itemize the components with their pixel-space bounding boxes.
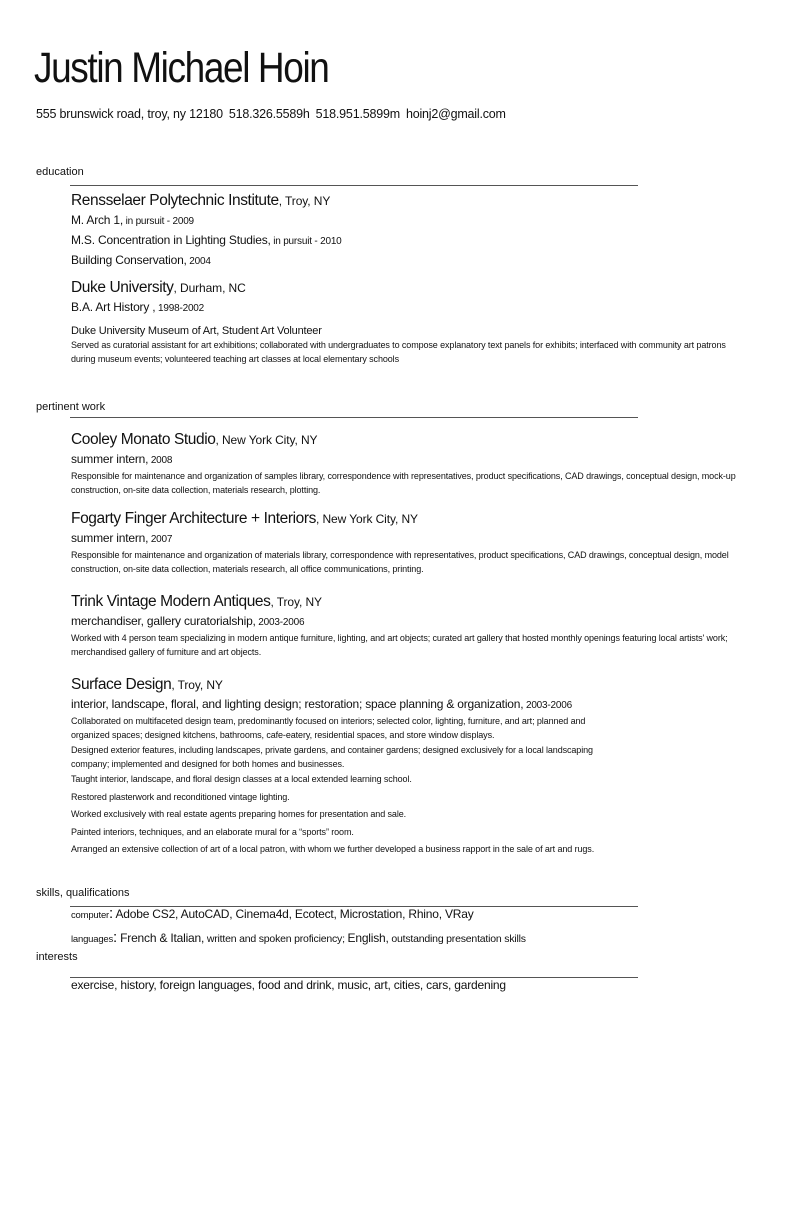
section-label-work: pertinent work: [36, 401, 106, 413]
school-name: Rensselaer Polytechnic Institute: [71, 192, 279, 209]
degree-title: M.S. Concentration in Lighting Studies,: [71, 233, 271, 247]
volunteer-title: Duke University Museum of Art, Student Art Volunteer: [71, 325, 322, 337]
job-org: Cooley Monato Studio: [71, 431, 216, 448]
skill-key: computer: [71, 910, 110, 921]
job-bullet: Collaborated on multifaceted design team, predominantly focused on interiors; selected color, lighting, furniture, and art; planned and organized spaces; designed kitchens, bathrooms, cafe-eatery, residential spaces, and store window displays.: [71, 716, 586, 740]
degree-title: B.A. Art History ,: [71, 300, 156, 314]
language-primary-note: written and spoken proficiency;: [204, 933, 348, 945]
skill-value: Adobe CS2, AutoCAD, Cinema4d, Ecotect, Microstation, Rhino, VRay: [115, 907, 474, 921]
job-location: , New York City, NY: [316, 512, 418, 526]
contact-line: [36, 107, 512, 121]
skill-languages: languages: French & Italian, written and spoken proficiency; English, outstanding presentation skills: [71, 929, 526, 946]
job-bullet: Arranged an extensive collection of art of a local patron, with whom we further developed a business rapport in the sale of art and rugs.: [71, 844, 595, 854]
job-description: Responsible for maintenance and organization of materials library, correspondence with representatives, product specifications, CAD drawings, conceptual design, model construction, on-site data collection, materials research, all office communications, printing.: [71, 550, 729, 574]
job-location: , Troy, NY: [171, 678, 223, 692]
job-org: Trink Vintage Modern Antiques: [71, 593, 271, 610]
job-bullet: Taught interior, landscape, and floral design classes at a local extended learning school.: [71, 774, 412, 784]
address: 555 brunswick road, troy, ny 12180: [36, 107, 223, 121]
degree-title: M. Arch 1,: [71, 213, 124, 227]
skills-list: [71, 905, 751, 949]
degree-detail: 2004: [186, 256, 211, 267]
job-dates: 2007: [148, 534, 173, 545]
job-entry: [71, 675, 751, 857]
skill-key: languages: [71, 934, 114, 945]
job-entry: [71, 592, 751, 659]
language-primary: French & Italian,: [120, 931, 205, 945]
job-entry: [71, 509, 751, 576]
job-location: , New York City, NY: [215, 433, 318, 447]
section-label-interests: interests: [36, 951, 78, 963]
education-school: [71, 191, 751, 271]
school-location: , Troy, NY: [278, 194, 331, 208]
section-rule: [70, 417, 638, 418]
interests-value: exercise, history, foreign languages, food and drink, music, art, cities, cars, gardening: [71, 978, 506, 992]
resume-name: Justin Michael Hoin: [34, 44, 329, 92]
school-name: Duke University: [71, 279, 174, 296]
job-bullet: Designed exterior features, including landscapes, private gardens, and container gardens; designed exclusively for a local landscaping company; implemented and designed for both homes and businesses.: [71, 745, 593, 769]
job-bullet: Restored plasterwork and reconditioned vintage lighting.: [71, 791, 290, 802]
education-school: [71, 278, 751, 318]
volunteer-description: Served as curatorial assistant for art exhibitions; collaborated with undergraduates to compose explanatory text panels for exhibits; interfaced with community art patrons during museum events; volunteered teaching art classes at local elementary schools: [71, 340, 726, 364]
job-role: summer intern,: [71, 531, 149, 545]
job-dates: 2003-2006: [523, 700, 572, 711]
degree-detail: 1998-2002: [155, 303, 205, 314]
section-label-education: education: [36, 166, 84, 178]
job-role: merchandiser, gallery curatorialship,: [71, 614, 256, 628]
section-label-skills: skills, qualifications: [36, 887, 130, 899]
job-bullet: Worked exclusively with real estate agents preparing homes for presentation and sale.: [71, 809, 407, 819]
degree-detail: in pursuit - 2010: [270, 236, 342, 247]
section-rule: [70, 185, 638, 186]
volunteer-entry: [71, 324, 751, 366]
job-location: , Troy, NY: [270, 595, 322, 609]
job-dates: 2008: [148, 455, 173, 466]
job-bullet: Painted interiors, techniques, and an elaborate mural for a “sports” room.: [71, 826, 354, 837]
interests-list: [71, 976, 751, 994]
job-description: Worked with 4 person team specializing in modern antique furniture, lighting, and art objects; curated art gallery that hosted monthly openings featuring local artists' work; merchandised gallery of furniture and art objects.: [71, 633, 728, 657]
school-location: , Durham, NC: [173, 281, 246, 295]
degree-detail: in pursuit - 2009: [123, 216, 194, 227]
job-org: Surface Design: [71, 676, 172, 693]
job-role: summer intern,: [71, 452, 149, 466]
phone-home: 518.326.5589h: [228, 107, 310, 121]
phone-mobile: 518.951.5899m: [315, 107, 400, 121]
job-description: Responsible for maintenance and organization of samples library, correspondence with representatives, product specifications, CAD drawings, conceptual design, mock-up construction, on-site data collection, materials research, plotting.: [71, 471, 736, 495]
job-role: interior, landscape, floral, and lighting design; restoration; space planning & organization,: [71, 697, 524, 711]
skill-computer: computer: Adobe CS2, AutoCAD, Cinema4d, Ecotect, Microstation, Rhino, VRay: [71, 905, 474, 922]
job-dates: 2003-2006: [255, 617, 305, 628]
job-org: Fogarty Finger Architecture + Interiors: [71, 510, 316, 527]
job-entry: [71, 430, 751, 497]
degree-title: Building Conservation,: [71, 253, 187, 267]
language-secondary-note: outstanding presentation skills: [388, 933, 526, 945]
language-secondary: English,: [347, 931, 389, 945]
email: hoinj2@gmail.com: [405, 107, 506, 121]
